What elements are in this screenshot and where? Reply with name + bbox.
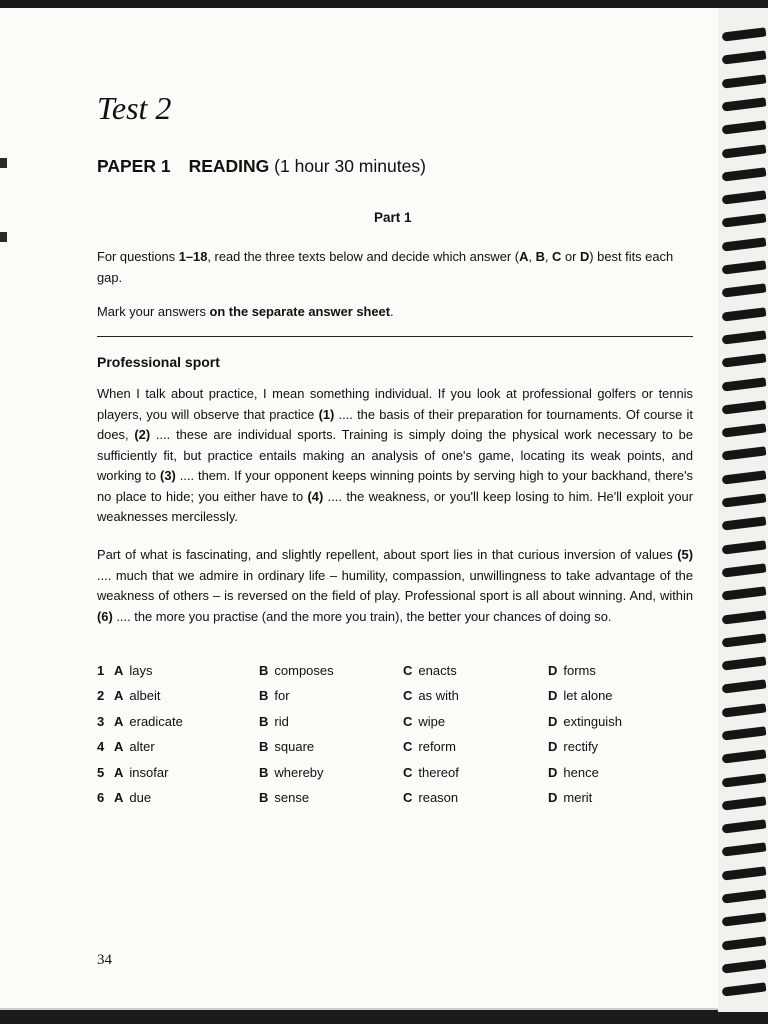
- option-a: A lays: [114, 663, 153, 678]
- paper-heading: [97, 156, 426, 177]
- paper-section: READING: [188, 156, 270, 176]
- paper-duration: (1 hour 30 minutes): [274, 156, 426, 176]
- option-a: A eradicate: [114, 713, 183, 729]
- option-d: D rectify: [548, 739, 599, 755]
- option-b: B square: [259, 739, 315, 755]
- question-number: 1: [97, 663, 105, 678]
- question-number: 2: [97, 688, 105, 704]
- option-c: C reason: [403, 789, 459, 805]
- option-d: D forms: [548, 663, 596, 678]
- option-b: B whereby: [259, 764, 324, 780]
- page-edge-mark: [0, 232, 7, 242]
- instructions-text: For questions 1–18, read the three texts below and decide which answer (A, B, C or D) best fits each gap.: [97, 249, 674, 285]
- option-d: D extinguish: [548, 713, 622, 729]
- question-option-row: [97, 688, 693, 713]
- question-number: 4: [97, 739, 105, 755]
- question-option-row: [97, 714, 693, 739]
- passage-paragraph: When I talk about practice, I mean something individual. If you look at professional golfers or tennis players, you will observe that practice (1) .... the basis of their preparation for tournaments. Of course it does, (2) .... these are individual sports. Training is simply doing the physical work necessary to be sufficiently fit, but practice entails making an analysis of one's game, locating its weak points, and working to (3) .... them. If your opponent keeps winning points by serving high to your backhand, there's no place to hide; you either have to (4) .... the weakness, or you'll keep losing to him. He'll exploit your weaknesses mercilessly.: [97, 386, 693, 524]
- option-c: C reform: [403, 739, 456, 755]
- option-b: B for: [259, 688, 290, 704]
- option-b: B composes: [259, 663, 334, 678]
- option-c: C as with: [403, 688, 459, 704]
- option-d: D hence: [548, 764, 599, 780]
- section-title: Professional sport: [97, 354, 220, 370]
- option-a: A albeit: [114, 688, 161, 704]
- option-a: A alter: [114, 739, 155, 755]
- test-title: Test 2: [97, 90, 172, 126]
- answer-options: [97, 663, 693, 815]
- divider: [97, 336, 693, 337]
- passage-paragraph: Part of what is fascinating, and slightly repellent, about sport lies in that curious inversion of values (5) .... much that we admire in ordinary life – humility, compassion, unwillingness to take advantage of the weakness of others – is reversed on the field of play. Professional sport is all about winning. And, within (6) .... the more you practise (and the more you train), the better your chances of doing so.: [97, 547, 693, 624]
- page-edge-mark: [0, 158, 7, 168]
- question-number: 6: [97, 789, 105, 805]
- option-a: A insofar: [114, 764, 169, 780]
- question-option-row: [97, 663, 693, 688]
- question-option-row: [97, 765, 693, 790]
- option-a: A due: [114, 789, 152, 805]
- question-option-row: [97, 739, 693, 764]
- page-number: 34: [97, 952, 112, 968]
- option-c: C thereof: [403, 764, 459, 780]
- paper-label: PAPER 1: [97, 156, 171, 176]
- option-c: C wipe: [403, 713, 446, 729]
- answer-sheet-note: Mark your answers on the separate answer sheet.: [97, 304, 394, 319]
- question-option-row: [97, 790, 693, 815]
- option-c: C enacts: [403, 663, 457, 678]
- option-b: B rid: [259, 713, 289, 729]
- question-number: 5: [97, 764, 105, 780]
- option-d: D merit: [548, 789, 593, 805]
- question-number: 3: [97, 713, 105, 729]
- part-heading: Part 1: [374, 210, 412, 225]
- spiral-binding: [718, 8, 768, 1012]
- option-b: B sense: [259, 789, 310, 805]
- option-d: D let alone: [548, 688, 613, 704]
